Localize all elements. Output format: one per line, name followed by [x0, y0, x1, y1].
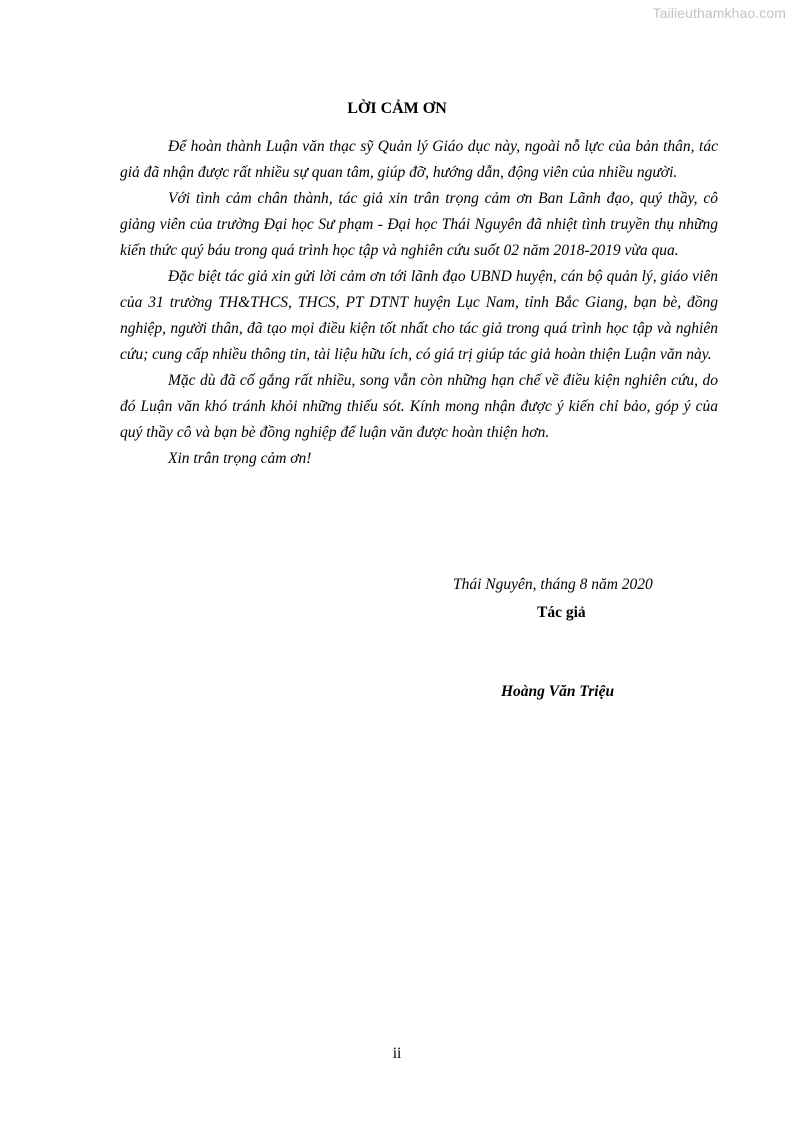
- page-title: LỜI CẢM ƠN: [347, 100, 447, 117]
- signature-role: Tác giả: [537, 604, 586, 621]
- paragraph-3: Đặc biệt tác giả xin gửi lời cảm ơn tới lãnh đạo UBND huyện, cán bộ quản lý, giáo viên của 31 trường TH&THCS, THCS, PT DTNT huyện Lục Nam, tỉnh Bắc Giang, bạn bè, đồng nghiệp, người thân, đã tạo mọi điều kiện tốt nhất cho tác giả trong quá trình học tập và nghiên cứu; cung cấp nhiều thông tin, tài liệu hữu ích, có giá trị giúp tác giả hoàn thiện Luận văn này.: [120, 268, 718, 363]
- signature-place-date: Thái Nguyên, tháng 8 năm 2020: [453, 576, 653, 593]
- paragraph-2: Với tình cảm chân thành, tác giả xin trân trọng cảm ơn Ban Lãnh đạo, quý thầy, cô giảng viên của trường Đại học Sư phạm - Đại học Thái Nguyên đã nhiệt tình truyền thụ những kiến thức quý báu trong quá trình học tập và nghiên cứu suốt 02 năm 2018-2019 vừa qua.: [120, 190, 718, 259]
- paragraph-5: Xin trân trọng cảm ơn!: [168, 450, 312, 467]
- page-number: ii: [392, 1045, 402, 1062]
- paragraph-1: Để hoàn thành Luận văn thạc sỹ Quản lý Giáo dục này, ngoài nỗ lực của bản thân, tác giả đã nhận được rất nhiều sự quan tâm, giúp đỡ, hướng dẫn, động viên của nhiều người.: [120, 138, 718, 181]
- signature-name: Hoàng Văn Triệu: [501, 683, 615, 700]
- acknowledgement-body: [120, 134, 718, 472]
- paragraph-4: Mặc dù đã cố gắng rất nhiều, song vẫn còn những hạn chế về điều kiện nghiên cứu, do đó Luận văn khó tránh khỏi những thiếu sót. Kính mong nhận được ý kiến chỉ bảo, góp ý của quý thầy cô và bạn bè đồng nghiệp để luận văn được hoàn thiện hơn.: [120, 372, 718, 441]
- site-watermark: Tailieuthamkhao.com: [652, 5, 786, 21]
